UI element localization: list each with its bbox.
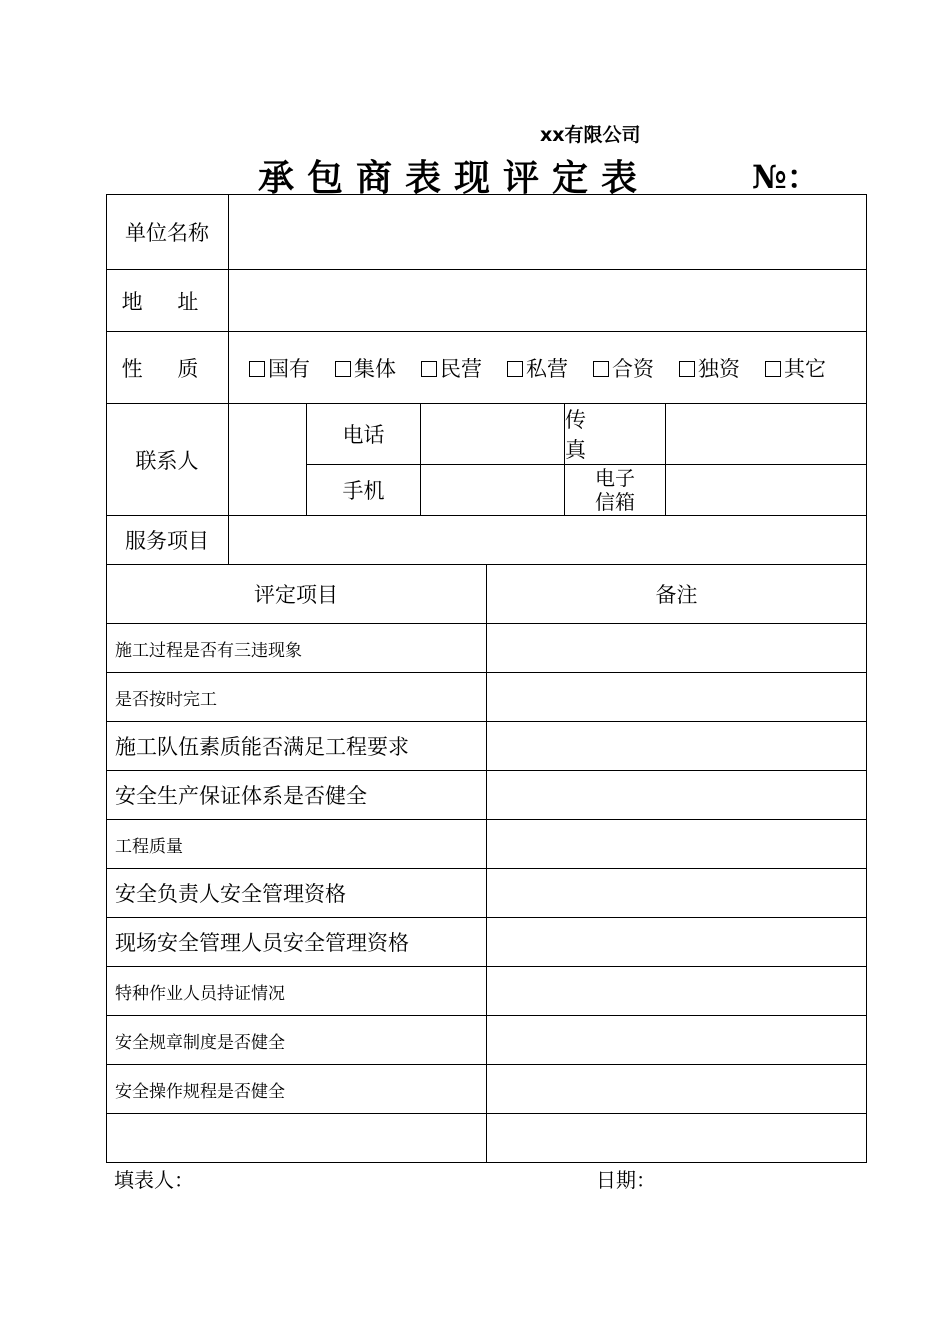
- phone-field[interactable]: [421, 404, 564, 464]
- nature-option-other[interactable]: [765, 353, 826, 383]
- eval-remark-field[interactable]: [487, 967, 866, 1015]
- eval-item: 施工过程是否有三违现象: [115, 640, 302, 661]
- company-name: xx有限公司: [540, 124, 641, 146]
- nature-option-sole-proprietor[interactable]: [679, 353, 740, 383]
- email-label: [565, 465, 665, 515]
- nature-options: [229, 332, 866, 403]
- eval-remark-field[interactable]: [487, 722, 866, 770]
- nature-option-label: 国有: [268, 356, 310, 381]
- nature-option-joint-venture[interactable]: [593, 353, 654, 383]
- checkbox-icon[interactable]: [507, 361, 523, 377]
- phone-label: 电话: [342, 423, 385, 447]
- eval-remark-header: 备注: [655, 583, 698, 607]
- nature-option-collective[interactable]: [335, 353, 396, 383]
- fax-label: 传 真: [565, 408, 616, 462]
- checkbox-icon[interactable]: [335, 361, 351, 377]
- evaluation-form-table: [106, 194, 867, 1164]
- checkbox-icon[interactable]: [249, 361, 265, 377]
- date-label: 日期：: [596, 1168, 656, 1192]
- unit-name-field[interactable]: [229, 194, 866, 269]
- eval-item: 现场安全管理人员安全管理资格: [115, 931, 409, 955]
- eval-remark-field[interactable]: [487, 1016, 866, 1064]
- eval-item: 施工队伍素质能否满足工程要求: [115, 735, 409, 759]
- eval-item-blank[interactable]: [106, 1114, 486, 1162]
- eval-item: 安全负责人安全管理资格: [115, 882, 346, 906]
- checkbox-icon[interactable]: [679, 361, 695, 377]
- address-label: 地 址: [121, 289, 213, 314]
- email-field[interactable]: [666, 465, 866, 515]
- mobile-label: 手机: [342, 479, 385, 503]
- eval-remark-field[interactable]: [487, 673, 866, 721]
- fax-field[interactable]: [666, 404, 866, 464]
- service-label: 服务项目: [125, 529, 209, 553]
- nature-option-private-run[interactable]: [421, 353, 482, 383]
- eval-item: 工程质量: [115, 836, 183, 857]
- checkbox-icon[interactable]: [421, 361, 437, 377]
- nature-option-label: 其它: [784, 356, 826, 381]
- eval-remark-field[interactable]: [487, 1114, 866, 1162]
- checkbox-icon[interactable]: [593, 361, 609, 377]
- email-label-line1: 电子: [595, 466, 635, 490]
- form-title: 承包商表现评定表: [258, 157, 651, 199]
- address-field[interactable]: [229, 270, 866, 331]
- nature-option-label: 合资: [612, 356, 654, 381]
- eval-item: 安全规章制度是否健全: [115, 1032, 285, 1053]
- eval-remark-field[interactable]: [487, 624, 866, 672]
- eval-item: 安全操作规程是否健全: [115, 1081, 285, 1102]
- eval-item: 是否按时完工: [115, 689, 217, 710]
- nature-option-label: 民营: [440, 356, 482, 381]
- contact-label: 联系人: [135, 448, 199, 473]
- service-field[interactable]: [229, 516, 866, 564]
- unit-name-label: 单位名称: [125, 220, 209, 245]
- eval-remark-field[interactable]: [487, 820, 866, 868]
- nature-option-private[interactable]: [507, 353, 568, 383]
- eval-remark-field[interactable]: [487, 771, 866, 819]
- eval-remark-field[interactable]: [487, 869, 866, 917]
- eval-item-header: 评定项目: [254, 583, 338, 607]
- filler-label: 填表人：: [114, 1168, 194, 1192]
- eval-remark-field[interactable]: [487, 918, 866, 966]
- nature-option-label: 集体: [354, 356, 396, 381]
- mobile-field[interactable]: [421, 465, 564, 515]
- nature-option-label: 独资: [698, 356, 740, 381]
- nature-option-state-owned[interactable]: [249, 353, 310, 383]
- eval-item: 安全生产保证体系是否健全: [115, 784, 367, 808]
- email-label-line2: 信箱: [595, 490, 635, 514]
- contact-person-field[interactable]: [229, 404, 306, 515]
- eval-item: 特种作业人员持证情况: [115, 983, 285, 1004]
- form-number-label: №：: [752, 158, 819, 196]
- nature-option-label: 私营: [526, 356, 568, 381]
- eval-remark-field[interactable]: [487, 1065, 866, 1113]
- checkbox-icon[interactable]: [765, 361, 781, 377]
- nature-label: 性 质: [121, 356, 213, 381]
